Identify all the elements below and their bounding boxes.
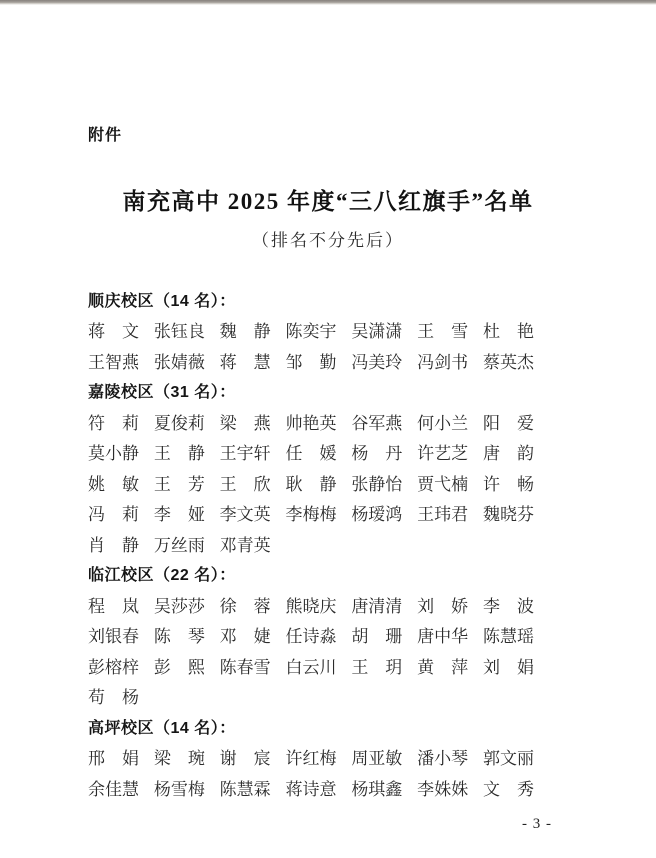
person-name: 冯 莉: [88, 505, 139, 525]
person-name: 王 芳: [153, 474, 205, 494]
name-row: [88, 742, 534, 773]
person-name: 蔡英杰: [482, 352, 534, 372]
person-name: 任 媛: [285, 444, 337, 464]
name-row: [88, 589, 534, 620]
person-name: 程 岚: [88, 596, 139, 616]
person-name: 梁 琬: [153, 749, 205, 769]
person-name: 冯剑书: [417, 352, 469, 372]
attachment-label: 附件: [88, 127, 123, 144]
name-row: [88, 467, 534, 498]
person-name: 胡 珊: [351, 627, 403, 647]
name-row: [88, 772, 534, 803]
person-name: 魏晓芬: [482, 505, 534, 525]
person-name: 蒋诗意: [285, 779, 337, 799]
document-subtitle: （排名不分先后）: [252, 231, 404, 250]
person-name: 李梅梅: [285, 505, 337, 525]
person-name: 刘 娟: [482, 657, 534, 677]
page-number: - 3 -: [522, 816, 552, 832]
person-name: 何小兰: [417, 413, 469, 433]
person-name: 李姝姝: [417, 779, 469, 799]
section-header: 高坪校区（14 名）：: [88, 719, 236, 737]
person-name: 张钰良: [153, 322, 205, 342]
person-name: 李文英: [219, 505, 271, 525]
person-name: 王 玥: [351, 657, 403, 677]
person-name: 唐清清: [351, 596, 403, 616]
person-name: 符 莉: [88, 413, 139, 433]
person-name: 陈慧瑶: [482, 627, 534, 647]
person-name: 梁 燕: [219, 413, 271, 433]
person-name: 陈春雪: [219, 657, 271, 677]
person-name: 王 欣: [219, 474, 271, 494]
name-row: [88, 528, 534, 559]
section-header: 临江校区（22 名）：: [88, 567, 236, 585]
name-row: [88, 620, 534, 651]
name-row: [88, 406, 534, 437]
section-header: 嘉陵校区（31 名）：: [88, 384, 236, 402]
person-name: 苟 杨: [88, 688, 139, 708]
section-header: 顺庆校区（14 名）：: [88, 292, 236, 310]
person-name: 王 静: [153, 444, 205, 464]
person-name: 谢 宸: [219, 749, 271, 769]
person-name: 杨瑷鸿: [351, 505, 403, 525]
person-name: 魏 静: [219, 322, 271, 342]
person-name: 王 雪: [417, 322, 469, 342]
person-name: 张静怡: [351, 474, 403, 494]
person-name: 莫小静: [88, 444, 139, 464]
person-name: 邹 勤: [285, 352, 337, 372]
person-name: 邓 婕: [219, 627, 271, 647]
person-name: 彭 熙: [153, 657, 205, 677]
person-name: 任诗淼: [285, 627, 337, 647]
person-name: 杨雪梅: [153, 779, 205, 799]
person-name: 王玮君: [417, 505, 469, 525]
name-row: [88, 498, 534, 529]
person-name: 陈慧霖: [219, 779, 271, 799]
person-name: 蒋 慧: [219, 352, 271, 372]
person-name: 陈 琴: [153, 627, 205, 647]
person-name: 唐中华: [417, 627, 469, 647]
person-name: 李 娅: [153, 505, 205, 525]
person-name: 邢 娟: [88, 749, 139, 769]
person-name: 许 畅: [482, 474, 534, 494]
person-name: 李 波: [482, 596, 534, 616]
person-name: 刘银春: [88, 627, 139, 647]
name-row: [88, 650, 534, 681]
person-name: 彭榕梓: [88, 657, 139, 677]
person-name: 白云川: [285, 657, 337, 677]
person-name: 刘 娇: [417, 596, 469, 616]
person-name: 蒋 文: [88, 322, 139, 342]
person-name: 唐 韵: [482, 444, 534, 464]
person-name: 杨琪鑫: [351, 779, 403, 799]
person-name: 谷军燕: [351, 413, 403, 433]
person-name: 姚 敏: [88, 474, 139, 494]
person-name: 肖 静: [88, 535, 139, 555]
person-name: 杜 艳: [482, 322, 534, 342]
scan-edge-artifact: [0, 0, 656, 5]
person-name: 文 秀: [482, 779, 534, 799]
person-name: 黄 萍: [417, 657, 469, 677]
person-name: 吴潇潇: [351, 322, 403, 342]
person-name: 吴莎莎: [153, 596, 205, 616]
person-name: 郭文丽: [482, 749, 534, 769]
person-name: 陈奕宇: [285, 322, 337, 342]
person-name: 贾弋楠: [417, 474, 469, 494]
sections: [88, 284, 534, 803]
person-name: 阳 爱: [482, 413, 534, 433]
name-row: [88, 437, 534, 468]
person-name: 杨 丹: [351, 444, 403, 464]
person-name: 许艺芝: [417, 444, 469, 464]
person-name: 耿 静: [285, 474, 337, 494]
person-name: 夏俊莉: [153, 413, 205, 433]
person-name: 帅艳英: [285, 413, 337, 433]
person-name: 周亚敏: [351, 749, 403, 769]
person-name: 熊晓庆: [285, 596, 337, 616]
person-name: 许红梅: [285, 749, 337, 769]
document-title: 南充高中 2025 年度“三八红旗手”名单: [122, 189, 534, 214]
person-name: 张婧薇: [153, 352, 205, 372]
name-row: [88, 345, 534, 376]
person-name: 王宇轩: [219, 444, 271, 464]
person-name: 余佳慧: [88, 779, 139, 799]
person-name: 邓青英: [219, 535, 271, 555]
name-row: [88, 315, 534, 346]
person-name: 万丝雨: [153, 535, 205, 555]
person-name: 王智燕: [88, 352, 139, 372]
name-row: [88, 681, 534, 712]
person-name: 徐 蓉: [219, 596, 271, 616]
person-name: 潘小琴: [417, 749, 469, 769]
person-name: 冯美玲: [351, 352, 403, 372]
